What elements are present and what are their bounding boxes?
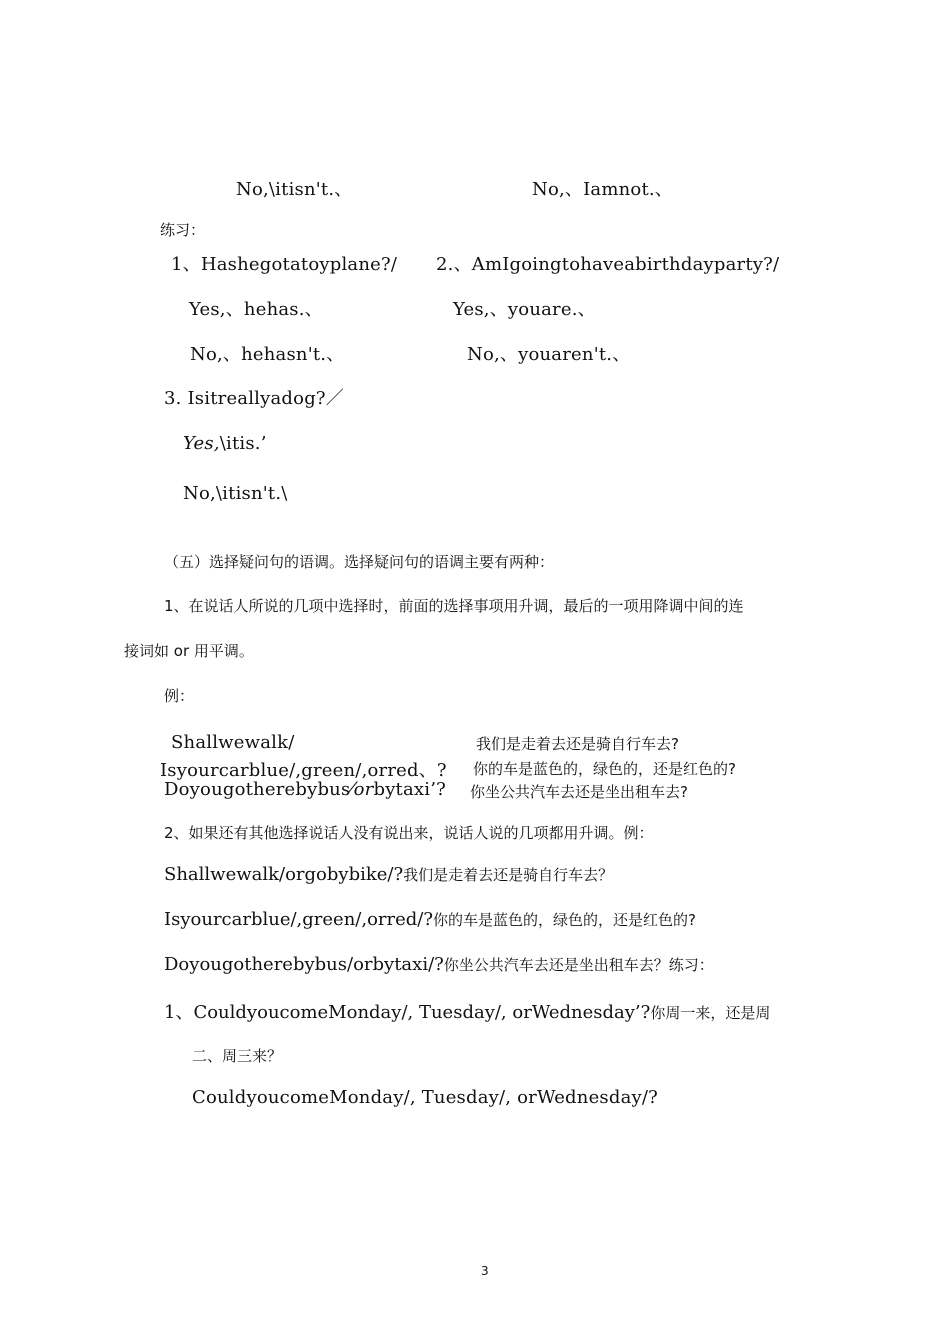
rule-1-line-1: 1、在说话人所说的几项中选择时，前面的选择事项用升调，最后的一项用降调中间的连 — [164, 597, 744, 615]
yes-rest: \itis.’ — [219, 433, 267, 454]
practice-answer-2-yes: Yes,、youare.、 — [453, 299, 596, 320]
practice-2-question — [164, 998, 770, 1024]
practice-question-2: 2.、AmIgoingtohaveabirthdayparty?/ — [436, 254, 780, 275]
example-1-chinese: 我们是走着去还是骑自行车去? — [476, 735, 679, 753]
example-6-english: Doyougotherebybus/orbytaxi/? — [164, 954, 444, 975]
example-3-english — [164, 779, 446, 800]
example-2-english: Isyourcarblue/,green/,orred、? — [160, 760, 447, 781]
answer-line-right: No,、Iamnot.、 — [532, 179, 674, 200]
example-5-english: Isyourcarblue/,green/,orred/? — [164, 909, 434, 930]
practice-heading: 练习： — [160, 221, 206, 239]
page-number: 3 — [481, 1264, 489, 1278]
example-3-part-a: Doyougotherebybus — [164, 779, 351, 800]
example-5-chinese: 你的车是蓝色的，绿色的，还是红色的? — [433, 911, 696, 929]
practice-2-english: 1、CouldyoucomeMonday/, Tuesday/, orWednesday’? — [164, 1002, 651, 1023]
example-1-english: Shallwewalk/ — [171, 732, 295, 753]
yes-word: Yes, — [183, 433, 220, 454]
example-4-english: Shallwewalk/orgobybike/? — [164, 864, 404, 885]
example-2-chinese: 你的车是蓝色的，绿色的，还是红色的? — [473, 760, 736, 778]
example-3-part-b: ⁄or — [350, 779, 374, 800]
practice-answer-3-yes — [183, 433, 267, 454]
example-label: 例： — [164, 687, 195, 705]
practice-question-3: 3. Isitreallyadog?／ — [164, 388, 344, 409]
practice-2-chinese: 你周一来，还是周 — [650, 1004, 771, 1022]
example-4-chinese: 我们是走着去还是骑自行车去？ — [403, 866, 614, 884]
rule-2: 2、如果还有其他选择说话人没有说出来，说话人说的几项都用升调。例： — [164, 824, 654, 842]
example-3-part-c: bytaxi’? — [373, 779, 447, 800]
answer-line-left: No,\itisn't.、 — [236, 179, 353, 200]
example-5 — [164, 909, 696, 930]
example-3-chinese: 你坐公共汽车去还是坐出租车去? — [470, 783, 688, 801]
practice-question-1: 1、Hashegotatoyplane?/ — [171, 254, 398, 275]
practice-2-answer: CouldyoucomeMonday/, Tuesday/, orWednesday/? — [192, 1087, 658, 1108]
example-6 — [164, 954, 714, 975]
section-heading: （五）选择疑问句的语调。选择疑问句的语调主要有两种： — [164, 553, 555, 571]
rule-1-line-2: 接词如 or 用平调。 — [124, 642, 254, 660]
practice-answer-1-no: No,、hehasn't.、 — [190, 344, 345, 365]
example-6-chinese: 你坐公共汽车去还是坐出租车去？练习： — [443, 956, 714, 974]
practice-answer-2-no: No,、youaren't.、 — [467, 344, 631, 365]
practice-answer-3-no: No,\itisn't.\ — [183, 483, 288, 504]
practice-2-chinese-continued: 二、周三来？ — [192, 1047, 283, 1065]
practice-answer-1-yes: Yes,、hehas.、 — [189, 299, 323, 320]
example-4 — [164, 864, 613, 885]
